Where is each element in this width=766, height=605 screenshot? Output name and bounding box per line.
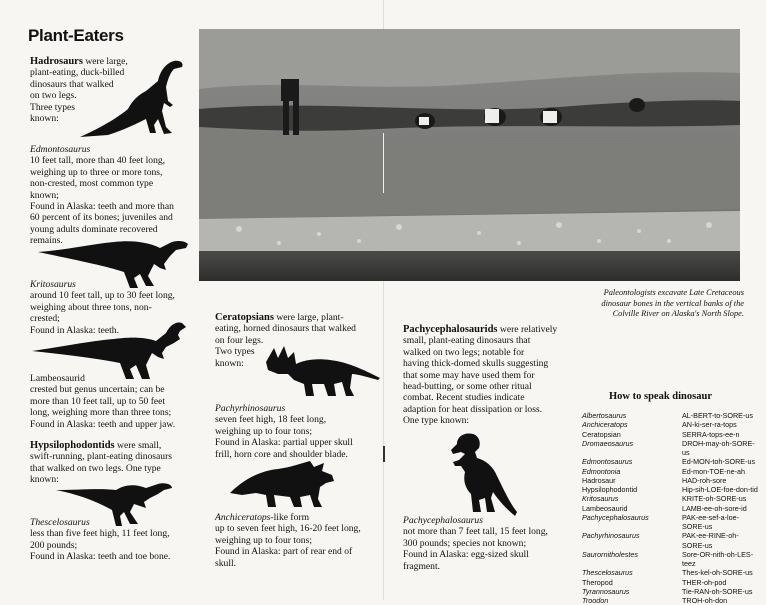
pachyrhinosaurus-line: Found in Alaska: partial upper skull (215, 437, 353, 449)
pronunciation-row (582, 513, 760, 532)
pachycephalosaurus-entry (403, 515, 578, 572)
pachycephalosaurids-heading: Pachycephalosaurids (403, 324, 498, 335)
dino-name: Saurornitholestes (582, 549, 638, 559)
edmontosaurus-line: 60 percent of its bones; juveniles and (30, 212, 173, 224)
kritosaurus-line: weighing about three tons, non- (30, 301, 152, 313)
pronunciation-row (582, 531, 760, 550)
dino-pronunciation: AN-ki-ser-ra-tops (682, 420, 737, 430)
dino-pronunciation: Tie-RAN-oh-SORE-us (682, 586, 753, 596)
pronunciation-heading: How to speak dinosaur (609, 391, 712, 402)
dino-pronunciation: TROH-oh-don (682, 596, 728, 605)
pachyrhinosaurus-line: weighing up to four tons; (215, 425, 312, 437)
anchiceratops-name-suffix: -like form (270, 512, 310, 523)
pachycephalosaurids-line: having thick-domed skulls suggesting (403, 358, 549, 370)
pronunciation-row (582, 494, 760, 503)
lambeosaurid-line: Found in Alaska: teeth and upper jaw. (30, 418, 176, 430)
caption-line: dinosaur bones in the vertical banks of the (601, 298, 744, 308)
pronunciation-row (582, 467, 760, 476)
dino-name: Pachyrhinosaurus (582, 531, 640, 541)
hadrosaurs-line: on two legs. (30, 90, 77, 102)
hadrosaurs-line: Three types (30, 101, 76, 113)
dino-pronunciation: KRITE-oh-SORE-us (682, 494, 747, 504)
pachyrhinosaurus-line: seven feet high, 18 feet long, (215, 414, 327, 426)
dino-pronunciation: Hip-sih-LOE-foe-don-tid (682, 485, 758, 494)
hadrosaurs-line: known: (30, 113, 59, 125)
kritosaurus-line: crested; (30, 313, 60, 325)
kritosaurus-line: Found in Alaska: teeth. (30, 324, 119, 336)
hypsilophodontids-line: that walked on two legs. One type (30, 462, 161, 474)
pronunciation-row (582, 457, 760, 466)
lambeosaurid-line: long, weighing more than three tons; (30, 407, 172, 419)
pronunciation-row (582, 411, 760, 420)
pronunciation-table (582, 411, 760, 605)
dino-pronunciation: PAK-ee-sef-a-loe-SORE-us (682, 512, 739, 531)
pronunciation-row (582, 578, 760, 587)
pachycephalosaurids-line: that some may have used them for (403, 369, 535, 381)
ceratopsians-line: eating, horned dinosaurs that walked (215, 323, 356, 335)
pronunciation-row (582, 587, 760, 596)
pronunciation-row (582, 504, 760, 513)
pachycephalosaurus-line: fragment. (403, 560, 441, 572)
pachycephalosaurids-intro (403, 324, 578, 427)
pronunciation-row (582, 439, 760, 458)
pronunciation-row (582, 430, 760, 439)
dino-pronunciation: DROH-may-oh-SORE-us (682, 438, 755, 457)
dino-name: Thescelosaurus (582, 568, 633, 578)
thescelosaurus-line: Found in Alaska: teeth and toe bone. (30, 551, 171, 563)
edmontosaurus-line: non-crested, most common type (30, 178, 154, 190)
pachyrhinosaurus-name: Pachyrhinosaurus (215, 403, 286, 414)
hadrosaurs-line: dinosaurs that walked (30, 78, 114, 90)
dino-name: Edmontosaurus (582, 457, 633, 467)
dino-pronunciation: LAMB-ee-oh-sore-id (682, 503, 747, 513)
dino-pronunciation: PAK-ee-RINE-oh-SORE-us (682, 531, 739, 550)
anchiceratops-silhouette-icon (228, 459, 336, 509)
dino-name: Ceratopsian (582, 429, 621, 439)
edmontosaurus-line: 10 feet tall, more than 40 feet long, (30, 155, 166, 167)
ceratopsians-heading: Ceratopsians (215, 312, 274, 323)
thescelosaurus-line: 200 pounds; (30, 539, 78, 551)
dino-name: Hadrosaur (582, 475, 616, 485)
dino-pronunciation: THER-oh-pod (682, 577, 727, 587)
lambeosaurid-line: more than 10 feet tall, up to 50 feet (30, 395, 166, 407)
pachyrhinosaurus-line: frill, horn core and shoulder blade. (215, 448, 348, 460)
hadrosaurs-line: were large, (85, 56, 128, 67)
pronunciation-row (582, 596, 760, 605)
lambeosaurid-line: crested but genus uncertain; can be (30, 384, 165, 396)
kritosaurus-name: Kritosaurus (30, 279, 76, 290)
ceratopsians-line: were large, plant- (276, 312, 344, 323)
caption-line: Paleontologists excavate Late Cretaceous (603, 288, 744, 297)
dino-name: Lambeosaurid (582, 503, 628, 513)
ceratopsians-line: on four legs. (215, 334, 264, 346)
anchiceratops-line: skull. (215, 557, 237, 569)
edmontosaurus-line: known; (30, 189, 59, 201)
hypsilophodontids-line: known: (30, 474, 59, 486)
dino-name: Tyrannosaurus (582, 586, 630, 596)
hadrosaurs-line: plant-eating, duck-billed (30, 67, 125, 79)
dino-name: Anchiceratops (582, 420, 628, 430)
dino-pronunciation: Sore-OR-nith-oh-LES-teez (682, 549, 754, 568)
pachycephalosaurids-line: adaption for heat dissipation or loss. (403, 403, 543, 415)
pachycephalosaurids-line: were relatively (499, 324, 558, 335)
pachyrhinosaurus-entry (215, 403, 385, 460)
dino-name: Albertosaurus (582, 411, 627, 420)
pachycephalosaurids-line: combat. Recent studies indicate (403, 392, 525, 404)
dino-name: Troodon (582, 596, 609, 605)
lambeosaurid-line: Lambeosaurid (30, 373, 85, 384)
dino-name: Kritosaurus (582, 494, 619, 504)
pachycephalosaurids-line: head-butting, or some other ritual (403, 381, 532, 393)
hypsilophodontids-line: swift-running, plant-eating dinosaurs (30, 451, 173, 463)
page-title: Plant-Eaters (28, 26, 124, 45)
ceratopsians-line: Two types (215, 346, 255, 358)
pronunciation-row (582, 420, 760, 429)
edmontosaurus-line: young adults dominate recovered (30, 223, 158, 235)
dino-name: Theropod (582, 577, 613, 587)
dino-pronunciation: HAD-roh-sore (682, 475, 727, 485)
hypsilophodontids-heading: Hypsilophodontids (30, 440, 115, 451)
ceratopsians-line: known: (215, 357, 244, 369)
dino-pronunciation: Ed-mon-TOE-ne-ah (682, 466, 745, 476)
pachycephalosaurids-line: walked on two legs; notable for (403, 346, 525, 358)
edmontosaurus-line: Found in Alaska: teeth and more than (30, 201, 174, 213)
dino-name: Pachycephalosaurus (582, 512, 649, 522)
thescelosaurus-entry (30, 517, 205, 563)
edmontosaurus-line: weighing up to three or more tons, (30, 166, 163, 178)
pachycephalosaurus-silhouette-icon (447, 432, 519, 518)
thescelosaurus-name: Thescelosaurus (30, 517, 90, 528)
dino-name: Hypsilophodontid (582, 485, 638, 494)
edmontosaurus-line: remains. (30, 235, 63, 247)
dino-pronunciation: Thes-kel-oh-SORE-us (682, 568, 753, 578)
excavation-photo (199, 29, 740, 281)
anchiceratops-name: Anchiceratops (215, 512, 271, 523)
excavation-photo-image (199, 29, 740, 281)
anchiceratops-entry (215, 512, 390, 569)
photo-caption (574, 288, 744, 320)
pachycephalosaurids-line: small, plant-eating dinosaurs that (403, 335, 531, 347)
thescelosaurus-line: less than five feet high, 11 feet long, (30, 528, 170, 540)
pronunciation-row (582, 550, 760, 569)
kritosaurus-line: around 10 feet tall, up to 30 feet long, (30, 290, 175, 302)
edmontosaurus-silhouette-icon (78, 57, 186, 141)
anchiceratops-line: weighing up to four tons; (215, 534, 312, 546)
dino-name: Dromaeosaurus (582, 438, 634, 448)
anchiceratops-line: Found in Alaska: part of rear end of (215, 546, 353, 558)
dino-name: Edmontonia (582, 466, 621, 476)
caption-line: Colville River on Alaska's North Slope. (612, 309, 744, 318)
pachycephalosaurus-line: 300 pounds; species not known; (403, 537, 527, 549)
pachycephalosaurus-name: Pachycephalosaurus (403, 515, 483, 526)
dino-pronunciation: SERRA-tops-ee-n (682, 429, 740, 439)
hadrosaurs-heading: Hadrosaurs (30, 56, 83, 67)
edmontosaurus-name: Edmontosaurus (30, 144, 91, 155)
lambeosaurid-entry (30, 373, 205, 430)
dino-pronunciation: AL-BERT-to-SORE-us (682, 411, 753, 420)
pachycephalosaurus-line: Found in Alaska: egg-sized skull (403, 549, 529, 561)
dino-pronunciation: Ed-MON-toh-SORE-us (682, 457, 756, 467)
pachycephalosaurus-line: not more than 7 feet tall, 15 feet long, (403, 526, 548, 538)
pronunciation-row (582, 485, 760, 494)
pronunciation-row (582, 476, 760, 485)
pronunciation-row (582, 568, 760, 577)
hypsilophodontids-line: were small, (117, 440, 162, 451)
pachycephalosaurids-line: One type known: (403, 415, 470, 427)
anchiceratops-line: up to seven feet high, 16-20 feet long, (215, 523, 361, 535)
pachyrhinosaurus-silhouette-icon (264, 344, 382, 398)
edmontosaurus-entry (30, 144, 200, 247)
